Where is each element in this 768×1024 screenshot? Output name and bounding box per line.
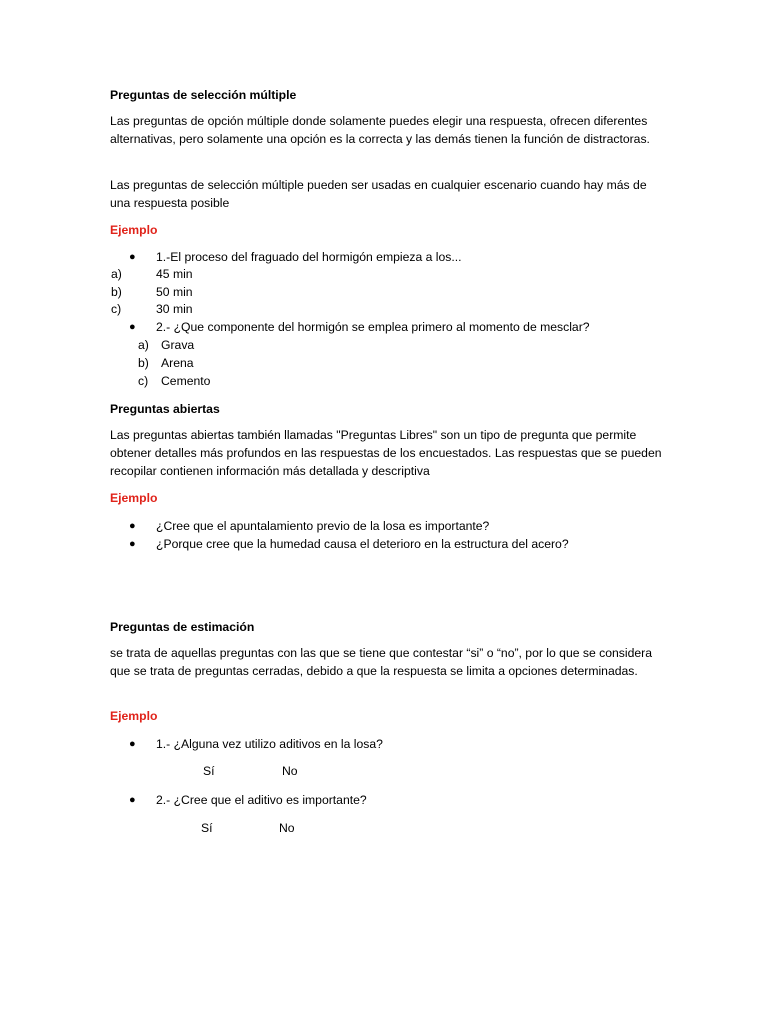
section-heading-multiple-choice: Preguntas de selección múltiple [110,88,297,102]
section-heading-open-questions: Preguntas abiertas [110,402,220,416]
bullet-icon: ● [129,520,136,532]
option-text: Grava [161,338,195,352]
question-text: 1.-El proceso del fraguado del hormigón empieza a los... [156,250,462,264]
example-label: Ejemplo [110,709,158,723]
question-text: 2.- ¿Cree que el aditivo es importante? [156,793,367,807]
answer-yes: Sí [203,764,215,778]
answer-no: No [282,764,298,778]
bullet-icon: ● [129,538,136,550]
bullet-icon: ● [129,251,136,263]
option-letter: c) [111,302,122,316]
question-text: 2.- ¿Que componente del hormigón se emplea primero al momento de mesclar? [156,320,590,334]
answer-yes: Sí [201,821,213,835]
question-text: 1.- ¿Alguna vez utilizo aditivos en la losa? [156,737,383,751]
bullet-icon: ● [129,321,136,333]
example-label: Ejemplo [110,223,158,237]
option-text: Cemento [161,374,211,388]
example-label: Ejemplo [110,491,158,505]
bullet-icon: ● [129,738,136,750]
paragraph-multiple-choice-usage: Las preguntas de selección múltiple pueden ser usadas en cualquier escenario cuando hay más de una respuesta posible [110,178,647,210]
question-text: ¿Cree que el apuntalamiento previo de la losa es importante? [156,519,490,533]
paragraph-multiple-choice-definition: Las preguntas de opción múltiple donde solamente puedes elegir una respuesta, ofrecen diferentes alternativas, pero solamente una opción es la correcta y las demás tienen la función de distractoras. [110,114,650,146]
paragraph-estimation-definition: se trata de aquellas preguntas con las que se tiene que contestar “si” o “no”, por lo que se considera que se trata de preguntas cerradas, debido a que la respuesta se limita a opciones determinadas. [110,646,652,678]
question-text: ¿Porque cree que la humedad causa el deterioro en la estructura del acero? [156,537,569,551]
option-letter: a) [111,267,122,281]
answer-no: No [279,821,295,835]
option-text: 50 min [156,285,193,299]
option-letter: b) [138,356,149,370]
option-text: Arena [161,356,194,370]
option-letter: a) [138,338,149,352]
bullet-icon: ● [129,794,136,806]
section-heading-estimation-questions: Preguntas de estimación [110,620,255,634]
option-text: 30 min [156,302,193,316]
option-letter: c) [138,374,149,388]
paragraph-open-questions-definition: Las preguntas abiertas también llamadas "Preguntas Libres" son un tipo de pregunta que permite obtener detalles más profundos en las respuestas de los encuestados. Las respuestas que se pueden recopilar contienen información más detallada y descriptiva [110,428,662,478]
option-letter: b) [111,285,122,299]
option-text: 45 min [156,267,193,281]
